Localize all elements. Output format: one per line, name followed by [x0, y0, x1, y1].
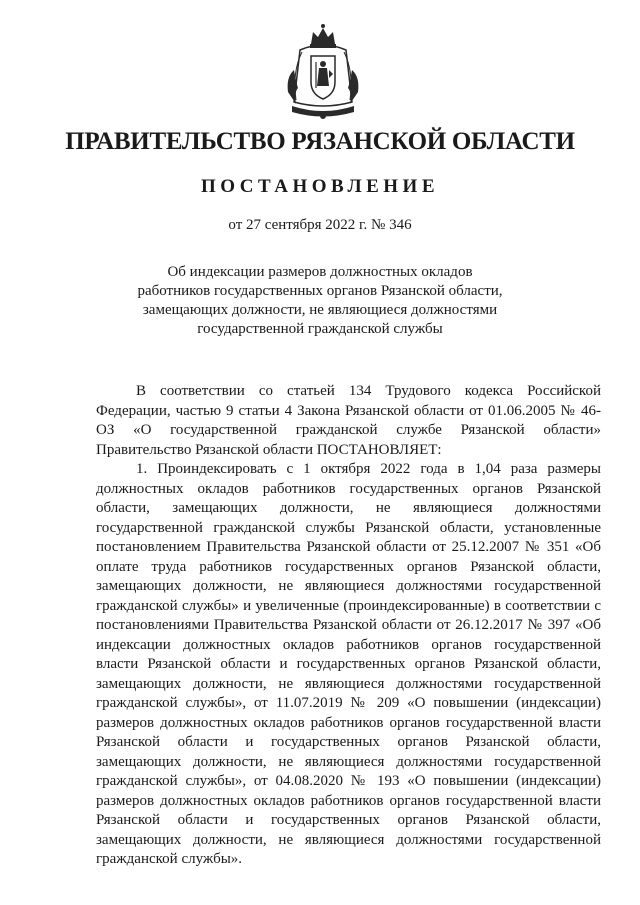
clause-1-paragraph: 1. Проиндексировать с 1 октября 2022 года в 1,04 раза размеры должностных окладов работников государственных органов Рязанской области, замещающих должности, не являющиеся должностями государственной гражданской службы Рязанской области, установленные постановлением Правительства Рязанской области от 25.12.2007 № 351 «Об оплате труда работников государственных органов Рязанской области, замещающих должности, не являющиеся должностями государственной гражданской службы» и увеличенные (проиндексированные) в соответствии с постановлениями Правительства Рязанской области от 26.12.2017 № 397 «Об индексации должностных окладов работников органов государственной власти Рязанской области и государственных органов Рязанской области, замещающих должности, не являющиеся должностями государственной гражданской службы», от 11.07.2019 № 209 «О повышении (индексации) размеров должностных окладов работников органов государственной власти Рязанской области и государственных органов Рязанской области, замещающих должности, не являющиеся должностями государственной гражданской службы», от 04.08.2020 № 193 «О повышении (индексации) размеров должностных окладов работников органов государственной власти Рязанской области и государственных органов Рязанской области, замещающих должности, не являющиеся должностями государственной гражданской службы». [96, 461, 601, 867]
document-body [96, 382, 601, 870]
subject-line: замещающих должности, не являющиеся должностями [142, 302, 498, 318]
subject-line: работников государственных органов Рязанской области, [137, 283, 503, 299]
document-subject [100, 263, 540, 339]
document-type: ПОСТАНОВЛЕНИЕ [200, 176, 440, 197]
ryazan-coat-of-arms-icon [282, 22, 364, 122]
subject-line: Об индексации размеров должностных окладов [167, 264, 473, 280]
document-date-number: от 27 сентября 2022 г. № 346 [228, 217, 412, 233]
organization-title: ПРАВИТЕЛЬСТВО РЯЗАНСКОЙ ОБЛАСТИ [65, 128, 575, 155]
subject-line: государственной гражданской службы [197, 321, 443, 337]
preamble-paragraph: В соответствии со статьей 134 Трудового кодекса Российской Федерации, частью 9 статьи 4 Закона Рязанской области от 01.06.2005 № 46-ОЗ «О государственной гражданской службе Рязанской области» Правительство Рязанской области ПОСТАНОВЛЯЕТ: [96, 383, 601, 458]
